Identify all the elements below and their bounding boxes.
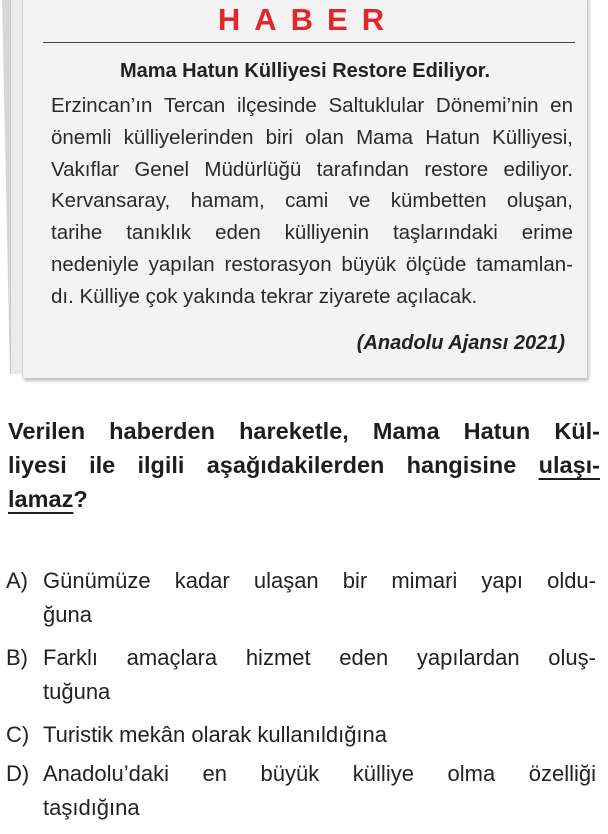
option-text: Günümüze kadar ulaşan bir mimari yapı oldu- xyxy=(43,568,596,593)
option-c[interactable] xyxy=(6,718,596,752)
question-text: ? xyxy=(73,486,88,512)
question-line: Verilen haberden hareketle, Mama Hatun Kül- xyxy=(8,418,600,444)
question-emphasis: ulaşı- xyxy=(538,452,600,478)
option-letter: A) xyxy=(6,568,28,593)
option-text: tuğuna xyxy=(43,679,111,704)
question-emphasis: lamaz xyxy=(8,486,74,512)
option-letter: D) xyxy=(6,761,30,786)
news-body-line: tarihe tanıklık eden külliyenin taşlarındaki erime xyxy=(51,221,573,245)
option-letter: C) xyxy=(6,722,30,747)
question-stem xyxy=(8,414,600,516)
option-b[interactable] xyxy=(6,641,596,709)
news-body-line: Erzincan’ın Tercan ilçesinde Saltuklular Dönemi’nin en xyxy=(51,94,573,117)
news-source: (Anadolu Ajansı 2021) xyxy=(356,332,565,354)
option-d[interactable] xyxy=(6,757,596,825)
question-line xyxy=(8,448,600,482)
masthead: HABER xyxy=(217,2,399,37)
news-card xyxy=(22,0,587,378)
option-letter: B) xyxy=(6,645,28,670)
news-body-line: dı. Külliye çok yakında tekrar ziyarete açılacak. xyxy=(51,284,478,308)
news-body-line: önemli külliyelerinden biri olan Mama Hatun Külliyesi, xyxy=(51,125,573,149)
question-line xyxy=(8,482,600,516)
news-headline: Mama Hatun Külliyesi Restore Ediliyor. xyxy=(119,60,491,82)
news-body-line: nedeniyle yapılan restorasyon büyük ölçüde tamamlan- xyxy=(51,252,573,276)
option-text: ğuna xyxy=(43,602,92,627)
option-text: Farklı amaçlara hizmet eden yapılardan oluş- xyxy=(43,645,596,670)
option-text: Anadolu’daki en büyük külliye olma özelliği xyxy=(43,761,596,786)
news-body xyxy=(51,90,573,313)
option-a[interactable] xyxy=(6,564,596,632)
option-text: Turistik mekân olarak kullanıldığına xyxy=(43,722,388,747)
question-text: liyesi ile ilgili aşağıdakilerden hangisine xyxy=(8,452,539,478)
masthead-rule xyxy=(43,42,575,43)
news-body-line: Kervansaray, hamam, cami ve kümbetten oluşan, xyxy=(51,189,573,213)
option-text: taşıdığına xyxy=(43,795,140,820)
news-body-line: Vakıflar Genel Müdürlüğü tarafından restore ediliyor. xyxy=(51,157,573,181)
